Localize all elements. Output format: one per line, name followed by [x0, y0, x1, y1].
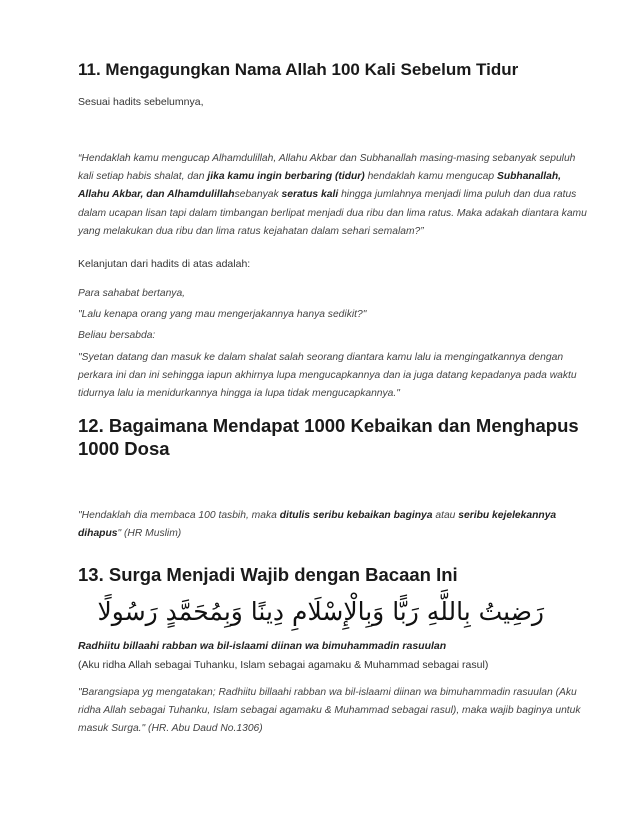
- section-11-hadith: [78, 150, 593, 241]
- dialogue: [78, 285, 593, 403]
- section-11-intro: Sesuai hadits sebelumnya,: [78, 96, 204, 108]
- dialogue-line: Beliau bersabda:: [78, 330, 156, 342]
- hadith-quote: "Barangsiapa yg mengatakan; Radhiitu billaahi rabban wa bil-islaami diinan wa bimuhammadin rasuulan (Aku ridha Allah sebagai Tuhanku, Islam sebagai agamaku & Muhammad sebagai rasul), maka wajib baginya untuk masuk Surga." (HR. Abu Daud No.1306): [78, 687, 581, 735]
- section-11-intro-wrap: [78, 93, 598, 112]
- section-13-heading: 13. Surga Menjadi Wajib dengan Bacaan Ini: [78, 564, 458, 585]
- dialogue-line: "Syetan datang dan masuk ke dalam shalat salah seorang diantara kamu lalu ia mengingatkannya dengan perkara ini dan ini sehingga iapun akhirnya lupa mengucapkannya dan ia juga datang kepadanya pada waktu tidurnya lalu ia menidurkannya hingga ia lupa tidak mengucapkannya.": [78, 351, 577, 400]
- section-13: [78, 563, 598, 586]
- section-13-hadith: [78, 684, 593, 739]
- hadith-quote: "Hendaklah dia membaca 100 tasbih, maka ditulis seribu kebaikan baginya atau seribu kejelekannya dihapus" (HR Muslim): [78, 510, 557, 540]
- dialogue-line: Para sahabat bertanya,: [78, 288, 186, 299]
- dialogue-line: "Lalu kenapa orang yang mau mengerjakannya hanya sedikit?": [78, 309, 367, 321]
- section-12: [78, 414, 598, 460]
- section-12-heading: 12. Bagaimana Mendapat 1000 Kebaikan dan Menghapus 1000 Dosa: [78, 415, 579, 459]
- continuation-text: Kelanjutan dari hadits di atas adalah:: [78, 258, 251, 270]
- translation: (Aku ridha Allah sebagai Tuhanku, Islam sebagai agamaku & Muhammad sebagai rasul): [78, 659, 489, 671]
- section-11-heading: 11. Mengagungkan Nama Allah 100 Kali Sebelum Tidur: [78, 60, 519, 79]
- transliteration-wrap: [78, 638, 598, 674]
- continuation-wrap: [78, 255, 598, 274]
- hadith-quote: “Hendaklah kamu mengucap Alhamdulillah, Allahu Akbar dan Subhanallah masing-masing sebanyak sepuluh kali setiap habis shalat, dan jika kamu ingin berbaring (tidur) hendaklah kamu mengucap Subhanallah, Allahu Akbar, dan Alhamdulillahsebanyak seratus kali hingga jumlahnya menjadi lima puluh dan dua ratus dalam ucapan lisan tapi dalam timbangan berlipat menjadi dua ribu dan lima ratus. Maka adakah diantara kamu yang melakukan dua ribu dan lima ratus kejahatan dalam sehari semalam?”: [78, 153, 587, 237]
- section-11: [78, 60, 598, 80]
- section-12-hadith: [78, 507, 593, 543]
- arabic-text: رَضِيتُ بِاللَّهِ رَبًّا وَبِالْإِسْلَامِ دِينًا وَبِمُحَمَّدٍ رَسُولًا: [97, 597, 544, 626]
- transliteration: Radhiitu billaahi rabban wa bil-islaami diinan wa bimuhammadin rasuulan: [78, 640, 447, 652]
